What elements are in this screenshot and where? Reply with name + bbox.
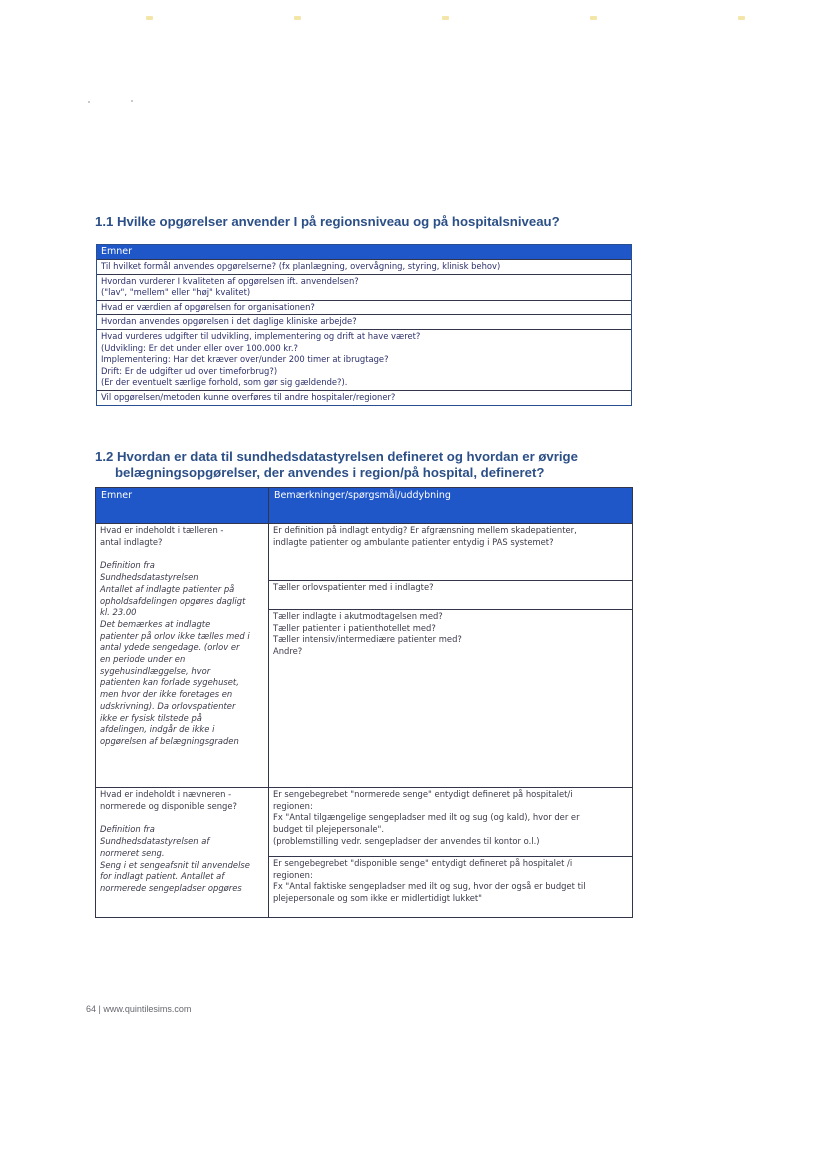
definition-text: Seng i et sengeafsnit til anvendelse: [100, 859, 250, 870]
remark-cell: [269, 856, 632, 917]
row-text: ("lav", "mellem" eller "høj" kvalitet): [101, 287, 251, 298]
section-2-heading: [95, 449, 655, 481]
table-row: [97, 259, 631, 274]
row-text: Hvordan vurderer I kvaliteten af opgørelsen ift. anvendelsen?: [101, 275, 359, 286]
definition-text: kl. 23.00: [100, 607, 137, 618]
definition-text: Definition fra: [100, 824, 155, 835]
remark-text: Tæller intensiv/intermediære patienter med?: [273, 634, 462, 645]
definition-text: Sundhedsdatastyrelsen af: [100, 836, 210, 847]
section-2-heading-line2: belægningsopgørelser, der anvendes i region/på hospital, defineret?: [115, 465, 545, 480]
definition-text: Sundhedsdatastyrelsen: [100, 572, 199, 583]
remark-text: Tæller orlovspatienter med i indlagte?: [273, 582, 434, 592]
topic-numerator-cell: [96, 524, 268, 787]
remark-text: (problemstilling vedr. sengepladser der anvendes til kontor o.l.): [273, 835, 540, 846]
remark-text: Fx "Antal tilgængelige sengepladser med ilt og sug (og kald), hvor der er: [273, 812, 580, 823]
remark-text: regionen:: [273, 800, 313, 811]
remark-cell: [269, 609, 632, 787]
table-2-column-remarks: [269, 488, 632, 917]
remark-text: indlagte patienter og ambulante patienter entydig i PAS systemet?: [273, 536, 554, 547]
scan-artifact-dots: [0, 16, 828, 22]
row-text: (Er der eventuelt særlige forhold, som gør sig gældende?).: [101, 377, 348, 388]
table-1: [96, 244, 632, 406]
remark-text: Fx "Antal faktiske sengepladser med ilt og sug, hvor der også er budget til: [273, 881, 586, 892]
scan-speck: [88, 101, 90, 103]
remark-text: Er definition på indlagt entydig? Er afgrænsning mellem skadepatienter,: [273, 525, 577, 535]
table-2-column-topics: [96, 488, 269, 917]
definition-text: Definition fra: [100, 560, 155, 571]
remark-text: Er sengebegrebet "disponible senge" entydigt defineret på hospitalet /i: [273, 858, 573, 868]
col-header-topics: Emner: [96, 488, 268, 524]
remark-text: Er sengebegrebet "normerede senge" entydigt defineret på hospitalet/i: [273, 789, 573, 799]
table-row: [97, 329, 631, 390]
topic-title: normerede og disponible senge?: [100, 800, 237, 811]
definition-text: patienten kan forlade sygehuset,: [100, 677, 239, 688]
table-row: [97, 274, 631, 300]
col-header-remarks: Bemærkninger/spørgsmål/uddybning: [269, 488, 632, 524]
remark-text: Andre?: [273, 646, 303, 657]
definition-text: opholdsafdelingen opgøres dagligt: [100, 595, 246, 606]
row-text: Hvordan anvendes opgørelsen i det daglige kliniske arbejde?: [101, 316, 357, 327]
remark-text: Tæller indlagte i akutmodtagelsen med?: [273, 611, 443, 621]
remark-text: budget til plejepersonale".: [273, 824, 385, 835]
topic-title: Hvad er indeholdt i tælleren -: [100, 525, 224, 535]
remark-text: plejepersonale og som ikke er midlertidigt lukket": [273, 893, 483, 904]
row-text: Drift: Er de udgifter ud over timeforbrug?): [101, 365, 278, 376]
section-2-heading-line1: 1.2 Hvordan er data til sundhedsdatastyrelsen defineret og hvordan er øvrige: [95, 449, 578, 464]
row-text: Til hvilket formål anvendes opgørelserne? (fx planlægning, overvågning, styring, klinisk behov): [101, 261, 501, 271]
table-row: [97, 390, 631, 405]
remark-text: Tæller patienter i patienthotellet med?: [273, 622, 436, 633]
remark-cell: [269, 580, 632, 609]
row-text: Hvad vurderes udgifter til udvikling, implementering og drift at have været?: [101, 330, 421, 341]
table-row: [97, 314, 631, 329]
row-text: Vil opgørelsen/metoden kunne overføres til andre hospitaler/regioner?: [101, 391, 396, 402]
definition-text: patienter på orlov ikke tælles med i: [100, 630, 250, 641]
table-row: [97, 300, 631, 315]
table-1-header: Emner: [97, 245, 631, 259]
remark-text: regionen:: [273, 869, 313, 880]
definition-text: normeret seng.: [100, 847, 165, 858]
definition-text: normerede sengepladser opgøres: [100, 882, 242, 893]
definition-text: en periode under en: [100, 654, 186, 665]
remark-cell: [269, 787, 632, 856]
definition-text: opgørelsen af belægningsgraden: [100, 735, 239, 746]
definition-text: afdelingen, indgår de ikke i: [100, 724, 215, 735]
page-footer: 64 | www.quintilesims.com: [86, 1004, 192, 1014]
topic-denominator-cell: [96, 787, 268, 917]
topic-title: Hvad er indeholdt i nævneren -: [100, 789, 232, 799]
row-text: Implementering: Har det kræver over/under 200 timer at ibrugtage?: [101, 354, 389, 365]
section-1-heading: 1.1 Hvilke opgørelser anvender I på regionsniveau og på hospitalsniveau?: [95, 214, 560, 229]
table-2: [95, 487, 633, 918]
topic-title: antal indlagte?: [100, 536, 163, 547]
scan-speck: [131, 100, 133, 102]
definition-text: for indlagt patient. Antallet af: [100, 871, 225, 882]
definition-text: antal ydede sengedage. (orlov er: [100, 642, 240, 653]
row-text: Hvad er værdien af opgørelsen for organisationen?: [101, 301, 315, 312]
definition-text: udskrivning). Da orlovspatienter: [100, 700, 236, 711]
row-text: (Udvikling: Er det under eller over 100.000 kr.?: [101, 342, 298, 353]
definition-text: sygehusindlæggelse, hvor: [100, 665, 211, 676]
definition-text: Antallet af indlagte patienter på: [100, 583, 235, 594]
definition-text: men hvor der ikke foretages en: [100, 689, 233, 700]
definition-text: ikke er fysisk tilstede på: [100, 712, 202, 723]
definition-text: Det bemærkes at indlagte: [100, 618, 211, 629]
remark-cell: [269, 524, 632, 580]
